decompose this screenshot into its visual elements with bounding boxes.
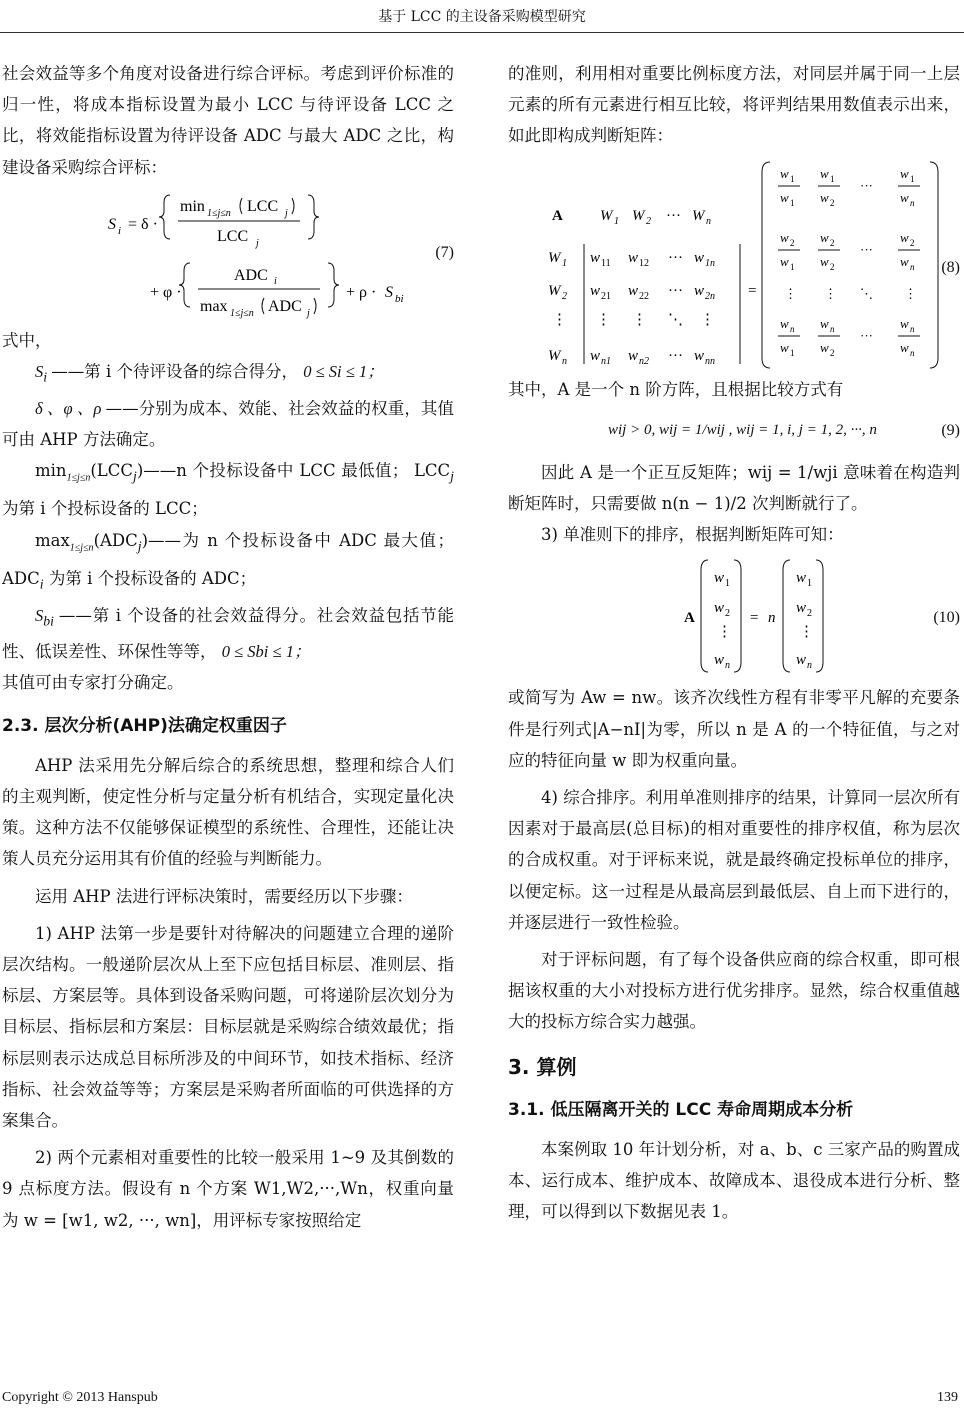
equation-9-formula: wij > 0, wij = 1/wij , wij = 1, i, j = 1, 2, ···, n [608,421,877,438]
svg-text:n: n [790,323,795,334]
svg-text:S: S [108,215,116,233]
svg-text:w: w [900,315,909,331]
svg-text:w: w [590,249,601,266]
svg-text:W: W [548,249,561,266]
paragraph: 其中，A 是一个 n 阶方阵，且根据比较方式有 [508,379,844,399]
svg-text:2: 2 [830,261,835,272]
svg-text:⋮: ⋮ [700,311,715,328]
svg-text:w: w [820,229,829,245]
symbol: $S_{bi}$ [35,605,54,628]
paragraph: 2) 两个元素相对重要性的比较一般采用 1~9 及其倒数的 9 点标度方法。假设有 n 个方案 W1,W2,···,Wn，权重向量为 w = [w1, w2, ···, wn]，用评标专家按照给定 [2,1148,454,1230]
svg-text:⋱: ⋱ [860,285,873,301]
svg-text:=: = [750,610,759,627]
right-column [508,58,960,1228]
svg-text:w: w [820,315,829,331]
paragraph: 1) AHP 法第一步是要针对待解决的问题建立合理的递阶层次结构。一般递阶层次从上至下应包括目标层、准则层、指标层、方案层等。具体到设备采购问题，可将递阶层次划分为目标层、指标层和方案层：目标层就是采购综合绩效最优；指标层则表示达成总目标所涉及的中间环节，如技术指标、经济指标、社会效益等等；方案层是采购者所面临的可供选择的方案集合。 [2,923,454,1130]
svg-text:⋮: ⋮ [596,311,611,328]
svg-text:1: 1 [790,347,795,358]
svg-text:1n: 1n [705,257,715,269]
svg-text:w: w [900,165,909,181]
svg-text:⋮: ⋮ [717,624,732,641]
svg-text:w: w [900,189,909,205]
svg-text:w: w [694,282,705,299]
svg-text:1: 1 [790,173,795,184]
svg-text:2: 2 [646,215,651,227]
svg-text:22: 22 [639,290,649,302]
svg-text:w: w [900,229,909,245]
svg-text:11: 11 [601,257,611,269]
svg-text:n: n [807,660,812,672]
svg-text:2: 2 [725,608,730,620]
svg-text:w: w [590,347,601,364]
svg-text:i: i [274,275,277,287]
svg-text:2: 2 [830,237,835,248]
svg-text:= δ ·: = δ · [128,215,158,233]
svg-text:w: w [694,347,705,364]
equation-number: (8) [941,258,960,276]
svg-text:n: n [910,323,915,334]
svg-text:···: ··· [666,207,681,224]
svg-text:n: n [910,197,915,208]
svg-text:w: w [714,600,725,617]
svg-text:w: w [820,253,829,269]
paragraph: 3) 单准则下的排序，根据判断矩阵可知： [541,525,844,545]
svg-text:1: 1 [562,257,567,269]
svg-text:bi: bi [395,292,404,305]
svg-text:⋱: ⋱ [668,311,683,328]
definition-min-lcc: $\min_{1\le j\le n}(LCC_j)——n$ 个投标设备中 LCC 最低值； $LCC_j$ 为第 i 个投标设备的 LCC； [2,460,454,519]
svg-text:⋮: ⋮ [904,285,917,301]
svg-text:w: w [900,339,909,355]
svg-text:W: W [600,207,613,224]
svg-text:w: w [820,339,829,355]
svg-text:+ φ ·: + φ · [150,283,182,301]
paragraph: 式中， [2,330,52,350]
definition-max-adc: $\max_{1\le j\le n}(ADC_j)——$为 n 个投标设备中 ADC 最大值； $ADC_i$ 为第 i 个投标设备的 ADC； [2,530,454,592]
svg-text:n: n [562,355,567,367]
equation-number: (9) [941,421,960,439]
svg-text:1≤j≤n: 1≤j≤n [207,207,231,219]
svg-text:w: w [590,282,601,299]
paragraph: 本案例取 10 年计划分析，对 a、b、c 三家产品的购置成本、运行成本、维护成本、故障成本、退役成本进行分析、整理，可以得到以下数据见表 1。 [508,1140,960,1222]
svg-text:1: 1 [910,173,915,184]
definition-sbi: $S_{bi}$ ——第 i 个设备的社会效益得分。社会效益包括节能性、低误差性、环保性等等， 0 ≤ Sbi ≤ 1； [2,605,454,662]
equation-10-formula [508,550,960,682]
svg-text:n: n [830,323,835,334]
subsection-heading: 3.1. 低压隔离开关的 LCC 寿命周期成本分析 [508,1099,854,1120]
svg-text:n: n [725,660,730,672]
paragraph: 运用 AHP 法进行评标决策时，需要经历以下步骤： [35,886,413,906]
left-column [2,58,454,1236]
svg-text:=: = [748,282,757,299]
symbol: $ADC_i$ [2,569,44,592]
svg-text:···: ··· [668,347,683,364]
svg-text:1: 1 [725,578,730,590]
svg-text:1: 1 [830,173,835,184]
svg-text:w: w [900,253,909,269]
equation-8 [508,152,960,374]
paragraph: AHP 法采用先分解后综合的系统思想，整理和综合人们的主观判断，使定性分析与定量分析有机结合，实现定量化决策。这种方法不仅能够保证模型的系统性、合理性，还能让决策人员充分运用其有价值的经验与判断能力。 [2,755,454,869]
svg-text:W: W [632,207,645,224]
svg-text:W: W [692,207,705,224]
svg-text:i: i [118,224,122,237]
svg-text:min: min [180,197,205,215]
svg-text:1: 1 [614,215,619,227]
svg-text:2: 2 [910,237,915,248]
symbol: $LCC_j$ [413,460,454,484]
svg-text:n2: n2 [639,355,649,367]
svg-text:w: w [796,600,807,617]
equation-9 [508,405,960,457]
paragraph: 其值可由专家打分确定。 [2,673,184,693]
svg-text:1: 1 [790,197,795,208]
section-heading: 3. 算例 [508,1054,577,1079]
svg-text:W: W [548,282,561,299]
definition-weights: δ 、φ 、ρ ——分别为成本、效能、社会效益的权重，其值可由 AHP 方法确定。 [2,398,455,449]
svg-text:ADC: ADC [234,266,268,284]
equation-10 [508,550,960,682]
paragraph: 因此 A 是一个正互反矩阵；wij = 1/wji 意味着在构造判断矩阵时，只需要做 n(n − 1)/2 次判断就行了。 [508,462,960,514]
svg-text:···: ··· [860,177,873,193]
svg-text:w: w [780,189,789,205]
equation-number: (7) [435,243,454,261]
paragraph: 的准则，利用相对重要比例标度方法，对同层并属于同一上层元素的所有元素进行相互比较，将评判结果用数值表示出来，如此即构成判断矩阵： [508,64,960,146]
svg-text:w: w [628,347,639,364]
svg-text:1: 1 [790,261,795,272]
svg-text:12: 12 [639,257,649,269]
svg-text:max: max [200,297,228,315]
svg-text:LCC: LCC [247,197,279,215]
equation-7-formula [2,183,454,325]
section-heading: 2.3. 层次分析(AHP)法确定权重因子 [2,715,287,736]
svg-text:W: W [548,347,561,364]
svg-text:+ ρ ·: + ρ · [346,283,377,301]
svg-text:w: w [780,339,789,355]
definition-si: $S_i$ ——第 i 个待评设备的综合得分， 0 ≤ Si ≤ 1； [35,362,384,385]
svg-text:nn: nn [705,355,715,367]
svg-text:A: A [552,207,563,224]
svg-text:w: w [780,315,789,331]
svg-text:LCC: LCC [217,227,249,245]
svg-text:n: n [768,610,776,627]
equation-number: (10) [933,609,960,627]
svg-text:S: S [385,283,393,301]
svg-text:w: w [796,570,807,587]
equation-8-formula [508,152,960,374]
symbol: $\min_{1\le j\le n}(LCC_j)$ [35,460,144,484]
svg-text:j: j [285,207,288,219]
svg-text:w: w [628,282,639,299]
svg-text:n: n [706,215,711,227]
svg-text:⋮: ⋮ [552,311,567,328]
svg-text:j: j [307,307,310,319]
svg-text:2: 2 [830,197,835,208]
paragraph: 社会效益等多个角度对设备进行综合评标。考虑到评价标准的归一性，将成本指标设置为最小 LCC 与待评设备 LCC 之比，将效能指标设置为待评设备 ADC 与最大 ADC 之比，构建设备采购综合评标： [2,64,454,177]
symbol: δ 、φ 、ρ [35,398,106,418]
svg-text:ADC: ADC [268,297,302,315]
page-number: 139 [937,1390,958,1405]
footer-copyright: Copyright © 2013 Hanspub [2,1390,158,1405]
symbol: $\max_{1\le j\le n}(ADC_j)$ [35,530,149,553]
symbol: $S_i$ [35,362,48,385]
svg-text:w: w [780,253,789,269]
svg-text:w: w [780,165,789,181]
svg-text:⋮: ⋮ [784,285,797,301]
svg-text:w: w [820,165,829,181]
svg-text:j: j [256,237,259,249]
svg-text:w: w [628,249,639,266]
svg-text:···: ··· [668,249,683,266]
svg-text:n: n [910,347,915,358]
svg-text:n1: n1 [601,355,611,367]
svg-text:w: w [714,570,725,587]
svg-text:1≤j≤n: 1≤j≤n [230,307,254,319]
svg-text:···: ··· [860,327,873,343]
svg-text:w: w [780,229,789,245]
svg-text:A: A [684,610,695,627]
paragraph: 或简写为 Aw = nw。该齐次线性方程有非零平凡解的充要条件是行列式|A−nI|为零，所以 n 是 A 的一个特征值，与之对应的特征向量 w 即为权重向量。 [508,688,960,770]
svg-text:2: 2 [562,290,567,302]
svg-text:w: w [820,189,829,205]
paragraph: 对于评标问题，有了每个设备供应商的综合权重，即可根据该权重的大小对投标方进行优劣排序。显然，综合权重值越大的投标方综合实力越强。 [508,950,960,1032]
svg-text:⋮: ⋮ [632,311,647,328]
equation-7 [2,183,454,325]
svg-text:2: 2 [790,237,795,248]
svg-text:21: 21 [601,290,611,302]
svg-text:···: ··· [668,282,683,299]
header-rule [0,32,964,33]
svg-text:n: n [910,261,915,272]
svg-text:w: w [714,652,725,669]
svg-text:2: 2 [830,347,835,358]
svg-text:1: 1 [807,578,812,590]
svg-text:2n: 2n [705,290,715,302]
svg-text:⋮: ⋮ [799,624,814,641]
svg-text:⋮: ⋮ [824,285,837,301]
svg-text:2: 2 [807,608,812,620]
svg-text:w: w [796,652,807,669]
svg-text:w: w [694,249,705,266]
svg-text:···: ··· [860,241,873,257]
paragraph: 4) 综合排序。利用单准则排序的结果，计算同一层次所有因素对于最高层(总目标)的相对重要性的排序权值，称为层次的合成权重。对于评标来说，就是最终确定投标单位的排序，以便定标。这一过程是从最高层到最低层、自上而下进行的，并逐层进行一致性检验。 [508,788,960,932]
running-header: 基于 LCC 的主设备采购模型研究 [378,9,586,25]
